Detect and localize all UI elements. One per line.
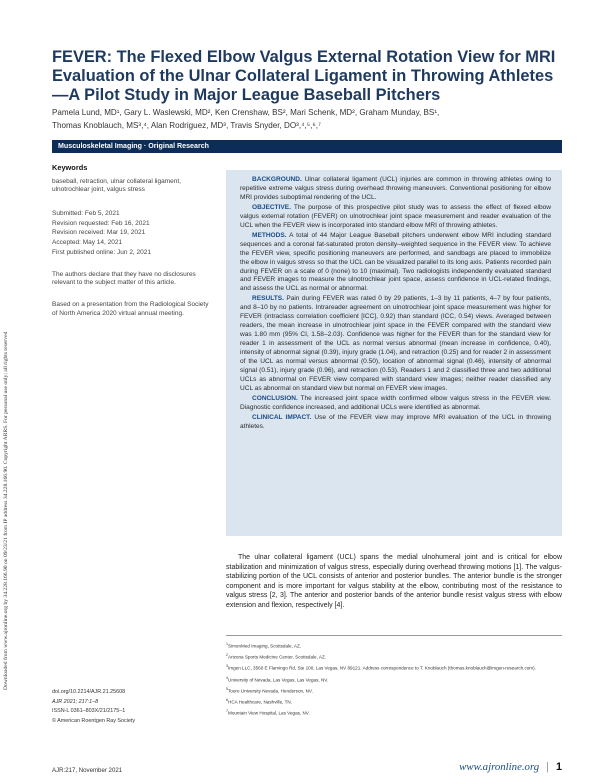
- accepted-date: Accepted: May 14, 2021: [52, 239, 123, 247]
- footnote: $^7$Mountain View Hospital, Las Vegas, NV.: [226, 709, 310, 716]
- abstract-label: CLINICAL IMPACT.: [252, 413, 312, 421]
- abstract-box: [226, 170, 562, 536]
- footer-separator: |: [546, 761, 549, 773]
- article-dates: [52, 209, 212, 258]
- footnote: $^4$University of Nevada, Las Vegas, Las Vegas, NV.: [226, 675, 329, 683]
- footnote: $^2$Arizona Sports Medicine Center, Scottsdale, AZ.: [226, 653, 327, 660]
- affiliation-footnotes: [226, 641, 562, 720]
- citation: AJR 2021; 217:1–8: [52, 698, 99, 705]
- published-date: First published online: Jun 2, 2021: [52, 248, 152, 256]
- publication-info: [52, 688, 212, 726]
- footnote: $^1$SimonMed Imaging, Scottsdale, AZ.: [226, 642, 302, 649]
- journal-url[interactable]: www.ajronline.org: [459, 761, 540, 773]
- abstract-background: BACKGROUND. Ulnar collateral ligament (UCL) injuries are common in throwing athletes owing to repetitive extreme valgus stress during overhead throwing maneuvers. Conventional positioning for elbow MRI provides suboptimal rendering of the UCL.: [240, 176, 551, 201]
- abstract-label: RESULTS.: [252, 295, 284, 303]
- abstract-methods: METHODS. A total of 44 Major League Baseball pitchers underwent elbow MRI including standard sequences and a coronal fat-saturated proton density–weighted sequence in the FEVER view. To achieve the FEVER view, specific positioning maneuvers are performed, and sandbags are placed to immobilize the elbow in valgus stress so that the UCL can be visualized parallel to its long axis. Patients recorded pain during FEVER on a scale of 0 (none) to 10 (maximal). Two radiologists independently evaluated standard and FEVER images to measure the ulnotrochlear joint space, assess confidence in UCL-related findings, and assess the UCL as normal or abnormal.: [240, 231, 551, 293]
- abstract-results: RESULTS. Pain during FEVER was rated 0 by 29 patients, 1–3 by 11 patients, 4–7 by four patients, and 8–10 by no patients. Intrareader agreement on ulnotrochlear joint space measurement was higher for FEVER (intraclass correlation coefficient [ICC], 0.92) than standard (ICC, 0.54) views. Averaged between readers, the mean increase in ulnotrochlear joint space in the FEVER compared with the standard view was 1.80 mm (95% CI, 1.58–2.03). Confidence was higher for the FEVER than for the standard view for reader 1 in assessment of the UCL as normal versus abnormal (mean increase in confidence, 0.40), intensity of abnormal signal (0.39), injury grade (1.04), and retraction (0.25) and for reader 2 in assessment of the UCL as normal versus abnormal (0.50), location of abnormal signal (0.46), intensity of abnormal signal (0.51), injury grade (0.96), and retraction (0.53). Readers 1 and 2 classified three and two additional UCLs as abnormal on FEVER view compared with standard view images; neither reader classified any UCL as abnormal on standard view but normal on FEVER view images.: [240, 295, 551, 392]
- submitted-date: Submitted: Feb 5, 2021: [52, 209, 120, 217]
- journal-issue: AJR:217, November 2021: [52, 767, 123, 774]
- footnote: $^3$Imgen LLC, 3560 E Flamingo Rd, Ste 100, Las Vegas, NV 89121. Address correspondence to T. Knoblauch (thomas.knoblauch@imgen-research.com).: [226, 664, 536, 671]
- presentation-note: Based on a presentation from the Radiological Society of North America 2020 virtual annual meeting.: [52, 300, 209, 317]
- author-line: Thomas Knoblauch, MS³,⁴, Alan Rodriguez, MD³, Travis Snyder, DO³,⁴,⁵,⁶,⁷: [52, 120, 321, 130]
- revision-received-date: Revision received: Mar 19, 2021: [52, 229, 146, 237]
- abstract-label: CONCLUSION.: [252, 394, 298, 402]
- keywords-heading: Keywords: [52, 163, 88, 172]
- article-title: FEVER: The Flexed Elbow Valgus External Rotation View for MRI Evaluation of the Ulnar Collateral Ligament in Throwing Athletes—A Pilot Study in Major League Baseball Pitchers: [52, 48, 556, 104]
- abstract-label: BACKGROUND.: [252, 176, 302, 183]
- article-info-column: [52, 164, 212, 318]
- doi: doi.org/10.2214/AJR.21.25608: [52, 689, 126, 695]
- intro-paragraph: The ulnar collateral ligament (UCL) spans the medial ulnohumeral joint and is critical for elbow stabilization and minimization of valgus stress, especially during overhead throwing motions [1]. The valgus-stabilizing portion of the UCL consists of anterior and posterior bundles. The anterior bundle is the stronger component and is more important for valgus stability at the elbow, contributing most of the resistance to valgus stress [2, 3]. The anterior and posterior bands of the anterior bundle resist valgus stress with elbow extension and flexion, respectively [4].: [226, 554, 562, 609]
- revision-requested-date: Revision requested: Feb 16, 2021: [52, 219, 150, 227]
- footnote-divider: [226, 635, 562, 636]
- download-sidebar: [3, 130, 15, 690]
- abstract-label: OBJECTIVE.: [252, 203, 291, 211]
- download-notice: Downloaded from www.ajronline.org by 34.228.166.90 on 09/23/21 from IP address 34.228.166.90. Copyright ARRS. For personal use only; all rights reserved: [3, 331, 9, 690]
- copyright: © American Roentgen Ray Society: [52, 717, 136, 724]
- author-list: [52, 107, 562, 132]
- footnote: $^5$Touro University Nevada, Henderson, NV.: [226, 686, 313, 694]
- abstract-conclusion: CONCLUSION. The increased joint space width confirmed elbow valgus stress in the FEVER view. Diagnostic confidence increased, and additional UCLs were identified as abnormal.: [240, 394, 551, 411]
- footnote: $^6$HCA Healthcare, Nashville, TN.: [226, 698, 292, 705]
- disclosure-note: The authors declare that they have no disclosures relevant to the subject matter of this article.: [52, 270, 196, 287]
- abstract-objective: OBJECTIVE. The purpose of this prospective pilot study was to assess the effect of flexed elbow valgus external rotation (FEVER) on ulnotrochlear joint space measurement and reader evaluation of the UCL when the FEVER view is incorporated into standard elbow MRI of throwing athletes.: [240, 203, 552, 229]
- issn: ISSN-L 0361–803X/21/2175–1: [52, 708, 126, 714]
- abstract-clinical-impact: CLINICAL IMPACT. Use of the FEVER view may improve MRI evaluation of the UCL in throwing athletes.: [240, 413, 551, 430]
- author-line: Pamela Lund, MD¹, Gary L. Waslewski, MD², Ken Crenshaw, BS², Mari Schenk, MD², Graham Munday, BS¹,: [52, 108, 440, 117]
- keywords: baseball, retraction, ulnar collateral ligament, ulnotrochlear joint, valgus stress: [52, 177, 181, 194]
- page-footer: [459, 761, 562, 773]
- abstract-label: METHODS.: [252, 231, 287, 239]
- page-number: 1: [555, 761, 562, 773]
- section-label-bar: Musculoskeletal Imaging · Original Research: [52, 140, 562, 153]
